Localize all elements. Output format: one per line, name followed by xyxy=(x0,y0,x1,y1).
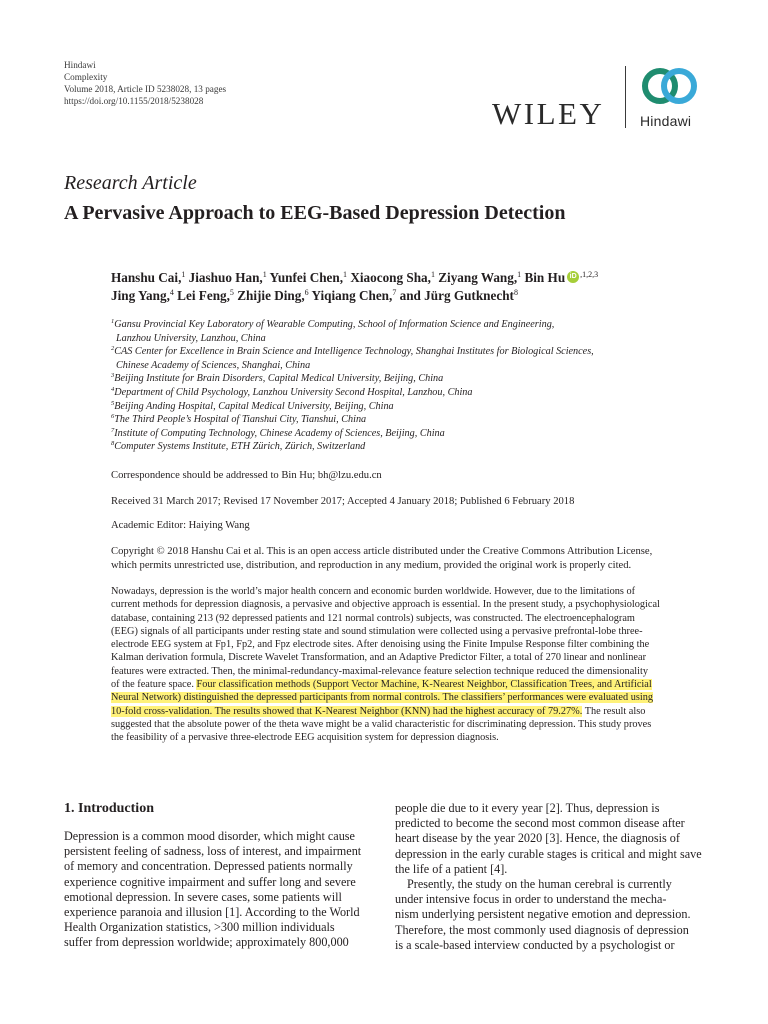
journal-meta xyxy=(64,59,226,107)
author-name: Xiaocong Sha, xyxy=(350,270,431,285)
affiliation-item: $^2$CAS Center for Excellence in Brain Science and Intelligence Technology, Shanghai Institutes for Biological Sciences, xyxy=(111,345,594,358)
author-name: Jiashuo Han, xyxy=(188,270,263,285)
affiliation-item: $^1$Gansu Provincial Key Laboratory of Wearable Computing, School of Information Science and Engineering, xyxy=(111,318,555,330)
hindawi-logo-icon xyxy=(639,64,701,108)
abstract: Nowadays, depression is the world’s major health concern and economic burden worldwide. However, due to the limitations of current methods for depression diagnosis, a pervasive and objective approach is essential. In the present study, a psychophysiological database, containing 213 (92 depressed patients and 121 normal controls) subjects, was constructed. The electroencephalogram (EEG) signals of all participants under resting state and sound stimulation were collected using a pervasive prefrontal-lobe three- electrode EEG system at Fp1, Fp2, and Fpz electrode sites. After denoising using the Finite Impulse Response filter combining the Kalman derivation formula, Discrete Wavelet Transformation, and an Adaptive Predictor Filter, a total of 270 linear and nonlinear features were extracted. Then, the minimal-redundancy-maximal-relevance feature selection technique reduced the dimensionality of the feature space. Four classification methods (Support Vector Machine, K-Nearest Neighbor, Classification Trees, and Artificial Neural Network) distinguished the depressed participants from normal controls. The classifiers’ performances were evaluated using 10-fold cross-validation. The results showed that K-Nearest Neighbor (KNN) had the highest accuracy of 79.27%. The result also suggested that the absolute power of the theta wave might be a valid characteristic for discriminating depression. This study proves the feasibility of a pervasive three-electrode EEG acquisition system for depression diagnosis. xyxy=(111,586,660,744)
hindawi-wordmark: Hindawi xyxy=(640,113,692,129)
article-title: A Pervasive Approach to EEG-Based Depression Detection xyxy=(64,202,566,224)
affiliation-item-cont: Lanzhou University, Lanzhou, China xyxy=(116,332,266,344)
section-heading-introduction: 1. Introduction xyxy=(64,801,154,816)
author-name: Jing Yang, xyxy=(111,288,170,303)
author-affil-sup: 6 xyxy=(304,288,309,297)
highlighted-text: 10-fold cross-validation. The results showed that K-Nearest Neighbor (KNN) had the highest accuracy of 79.27%. xyxy=(111,705,583,717)
correspondence: Correspondence should be addressed to Bin Hu; bh@lzu.edu.cn xyxy=(111,470,382,481)
affiliation-item: $^3$Beijing Institute for Brain Disorders, Capital Medical University, Beijing, China xyxy=(111,372,444,385)
article-type: Research Article xyxy=(64,172,197,194)
author-name: Zhijie Ding, xyxy=(237,288,305,303)
author-affil-sup: 5 xyxy=(229,288,234,297)
author-name: Lei Feng, xyxy=(177,288,230,303)
author-affil-sup: ,1,2,3 xyxy=(580,270,599,279)
body-column-right: people die due to it every year [2]. Thus, depression is predicted to become the second most common disease after heart disease by the year 2020 [3]. Hence, the diagnosis of depression in the early curable stages is critical and might save the life of a patient [4]. Presently, the study on the human cerebral is currently under intensive focus in order to understand the mecha- nism underlying persistent negative emotion and depression. Therefore, the most commonly used diagnosis of depression is a scale-based interview conducted by a psychologist or xyxy=(395,801,702,952)
hindawi-ring-right xyxy=(664,71,694,101)
highlighted-text: Four classification methods (Support Vector Machine, K-Nearest Neighbor, Classification Trees, and Artificial xyxy=(196,679,652,691)
logo-divider xyxy=(625,66,626,128)
author-affil-sup: 8 xyxy=(513,288,518,297)
affiliation-list xyxy=(111,318,711,454)
author-affil-sup: 1 xyxy=(430,270,435,279)
affiliation-item-cont: Chinese Academy of Sciences, Shanghai, China xyxy=(116,359,311,371)
copyright-notice: Copyright © 2018 Hanshu Cai et al. This is an open access article distributed under the Creative Commons Attribution License, which permits unrestricted use, distribution, and reproduction in any medium, provided the original work is properly cited. xyxy=(111,546,653,571)
affiliation-item: $^4$Department of Child Psychology, Lanzhou University Second Hospital, Lanzhou, China xyxy=(111,385,473,398)
author-name: Hanshu Cai, xyxy=(111,270,182,285)
wiley-logo: WILEY xyxy=(492,96,605,131)
publisher-name: Hindawi xyxy=(64,60,96,70)
affiliation-item: $^7$Institute of Computing Technology, Chinese Academy of Sciences, Beijing, China xyxy=(111,426,445,439)
author-affil-sup: 1 xyxy=(181,270,186,279)
author-affil-sup: 7 xyxy=(392,288,397,297)
author-line-1 xyxy=(111,269,711,287)
affiliation-item: $^8$Computer Systems Institute, ETH Zürich, Zürich, Switzerland xyxy=(111,440,366,453)
journal-name: Complexity xyxy=(64,72,108,82)
author-name: Yiqiang Chen, xyxy=(311,288,393,303)
highlighted-text: Neural Network) distinguished the depressed participants from normal controls. The classifiers’ performances were evaluated using xyxy=(111,692,654,704)
body-column-left: Depression is a common mood disorder, which might cause persistent feeling of sadness, loss of interest, and impairment of memory and concentration. Depressed patients normally experience cognitive impairment and suffer long and severe emotional depression. In severe cases, some patients will experience paranoia and illusion [1]. According to the World Health Organization statistics, >300 million individuals suffer from depression worldwide; approximately 800,000 xyxy=(64,829,362,950)
author-name: and Jürg Gutknecht xyxy=(399,288,514,303)
author-name: Bin Hu xyxy=(524,270,566,285)
affiliation-item: $^5$Beijing Anding Hospital, Capital Medical University, Beijing, China xyxy=(111,399,394,412)
academic-editor: Academic Editor: Haiying Wang xyxy=(111,520,250,531)
author-list xyxy=(111,269,711,305)
orcid-icon[interactable]: iD xyxy=(567,271,579,283)
author-name: Yunfei Chen, xyxy=(269,270,344,285)
publication-dates: Received 31 March 2017; Revised 17 November 2017; Accepted 4 January 2018; Published 6 February 2018 xyxy=(111,496,575,507)
author-affil-sup: 1 xyxy=(343,270,348,279)
author-line-2 xyxy=(111,287,711,305)
volume-line: Volume 2018, Article ID 5238028, 13 pages xyxy=(64,84,227,94)
author-affil-sup: 4 xyxy=(169,288,174,297)
author-affil-sup: 1 xyxy=(517,270,522,279)
doi-link[interactable]: https://doi.org/10.1155/2018/5238028 xyxy=(64,96,204,106)
author-name: Ziyang Wang, xyxy=(438,270,518,285)
affiliation-item: $^6$The Third People’s Hospital of Tianshui City, Tianshui, China xyxy=(111,413,367,426)
author-affil-sup: 1 xyxy=(262,270,267,279)
